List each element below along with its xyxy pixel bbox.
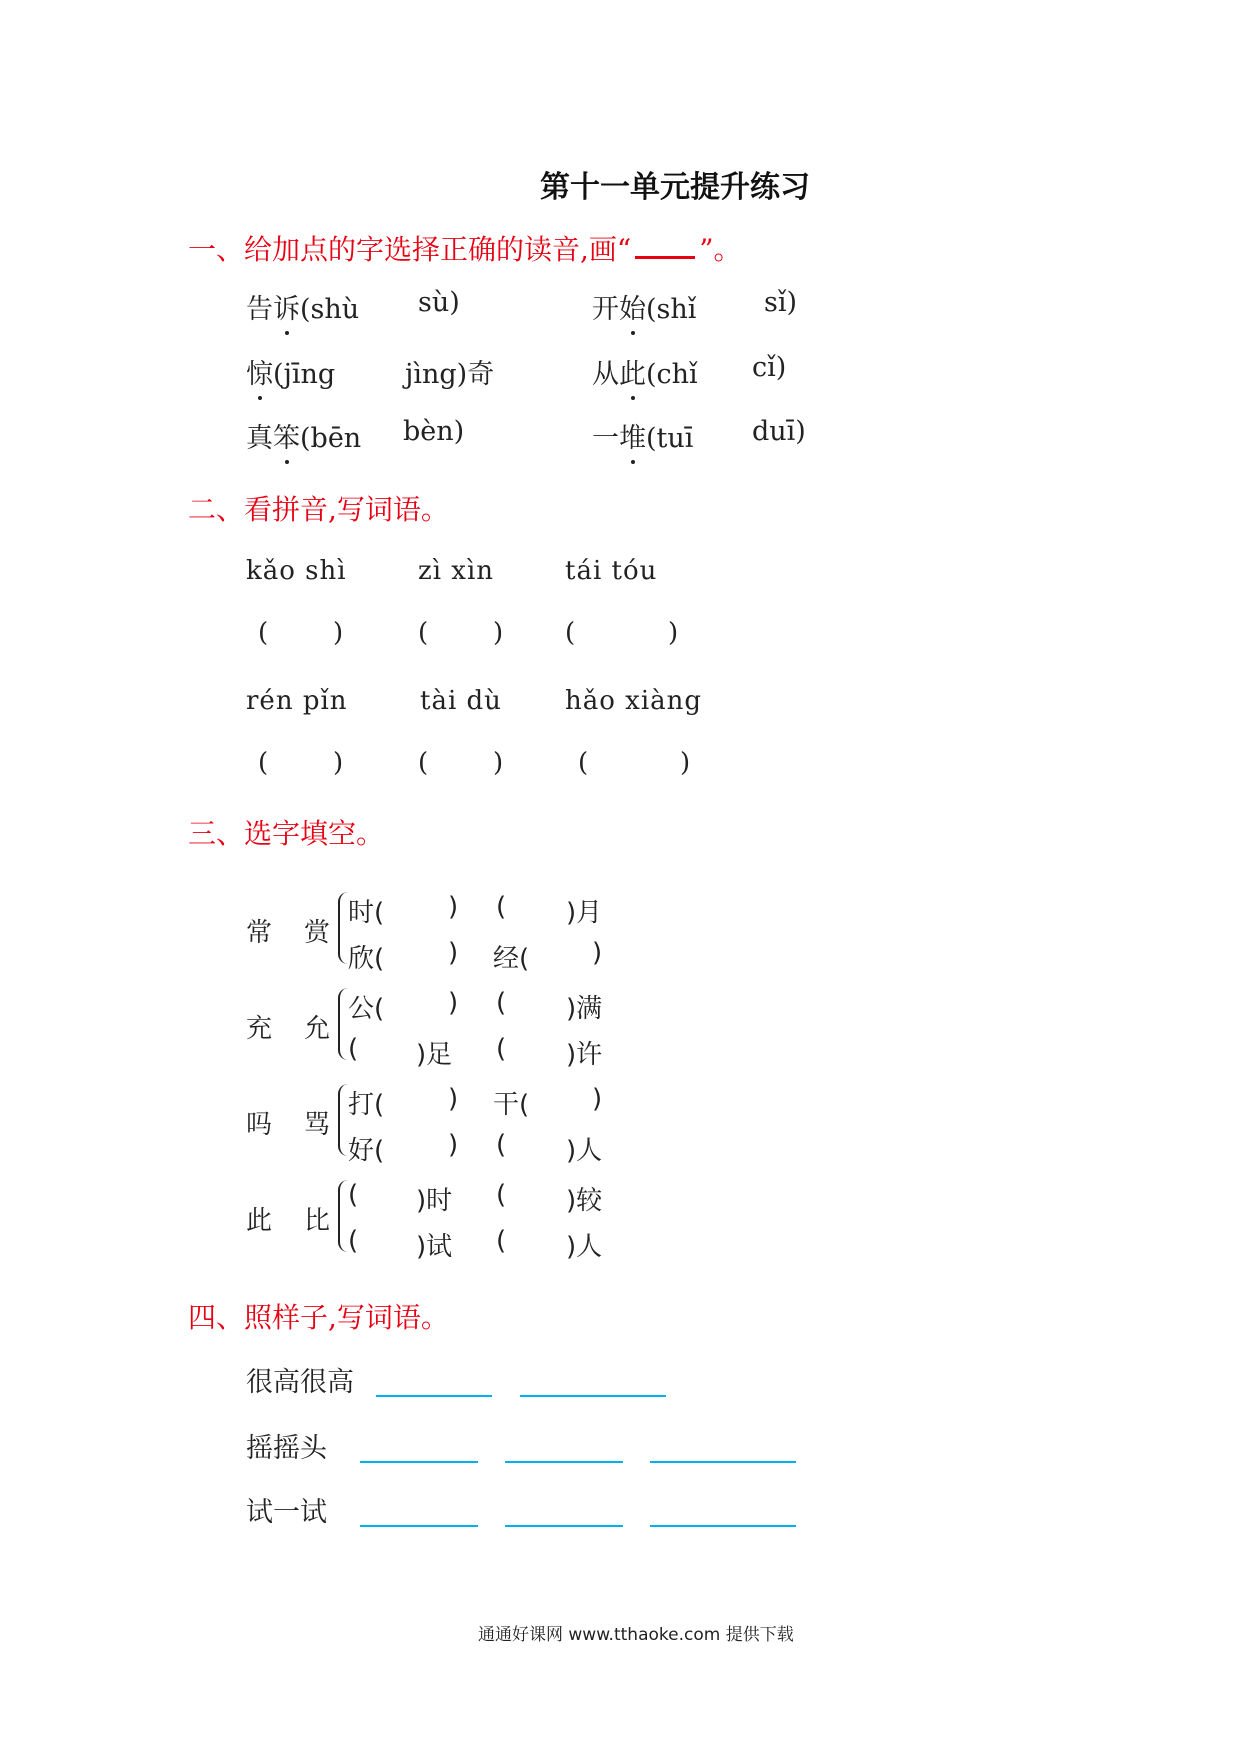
s1-item-4 <box>592 352 698 391</box>
s1-item-2-opt2: sǐ) <box>764 287 798 318</box>
fill-cell: 经( <box>493 944 530 974</box>
answer-line[interactable] <box>520 1395 666 1397</box>
answer-paren-open: ( <box>258 748 269 778</box>
s1-dotted-char: 堆 <box>619 416 646 455</box>
fill-cell: )满 <box>566 994 603 1024</box>
answer-line[interactable] <box>505 1525 623 1527</box>
fill-cell: ) <box>592 938 603 968</box>
example-word: 试一试 <box>246 1497 327 1528</box>
pinyin: hǎo xiàng <box>565 686 703 716</box>
s1-item-3 <box>246 352 335 391</box>
answer-paren-close: ) <box>333 748 344 778</box>
answer-paren-close: ) <box>668 618 679 648</box>
page-title: 第十一单元提升练习 <box>540 170 810 205</box>
choice-char: 允 <box>304 1014 331 1044</box>
fill-cell: )人 <box>566 1232 603 1262</box>
choice-char: 比 <box>304 1206 331 1236</box>
fill-cell: ) <box>592 1084 603 1114</box>
fill-cell: ( <box>496 1034 507 1064</box>
section2-heading: 二、看拼音,写词语。 <box>188 493 449 526</box>
answer-paren-close: ) <box>680 748 691 778</box>
s1-char: 一 <box>592 423 619 454</box>
s1-item-5 <box>246 416 361 455</box>
s1-item-6-opt2: duī) <box>752 416 806 447</box>
fill-cell: ( <box>496 892 507 922</box>
s1-option-1: (chǐ <box>646 359 698 390</box>
s1-char: 开 <box>592 294 619 325</box>
s1-item-2 <box>592 287 696 326</box>
answer-line[interactable] <box>505 1461 623 1463</box>
fill-cell: 打( <box>348 1090 385 1120</box>
answer-paren-open: ( <box>565 618 576 648</box>
fill-cell: )时 <box>416 1186 453 1216</box>
answer-line[interactable] <box>650 1461 796 1463</box>
s1-dotted-char: 此 <box>619 352 646 391</box>
s1-item-1 <box>246 287 359 326</box>
s1-item-1-opt2: sù) <box>418 287 460 318</box>
fill-cell: )许 <box>566 1040 603 1070</box>
section1-heading <box>188 228 742 268</box>
s1-option-1: (shù <box>300 294 360 325</box>
example-word: 很高很高 <box>246 1367 354 1398</box>
s1-item-3-opt2: jìng)奇 <box>405 359 495 390</box>
section1-heading-text-b: ”。 <box>699 233 742 266</box>
answer-paren-close: ) <box>493 748 504 778</box>
s1-char: 告 <box>246 294 273 325</box>
s1-item-4-opt2: cǐ) <box>752 352 787 383</box>
fill-cell: 公( <box>348 994 385 1024</box>
s1-item-5-opt2: bèn) <box>403 416 465 447</box>
fill-cell: ( <box>496 1180 507 1210</box>
s1-char: 真 <box>246 423 273 454</box>
answer-paren-open: ( <box>578 748 589 778</box>
fill-cell: 时( <box>348 898 385 928</box>
s1-dotted-char: 诉 <box>273 287 300 326</box>
pinyin: tái tóu <box>565 556 658 586</box>
choice-char: 常 <box>246 918 273 948</box>
answer-paren-open: ( <box>418 748 429 778</box>
pinyin: rén pǐn <box>246 686 348 716</box>
pinyin: zì xìn <box>418 556 495 586</box>
s1-dotted-char: 笨 <box>273 416 300 455</box>
fill-cell: ( <box>348 1034 359 1064</box>
s1-item-6 <box>592 416 693 455</box>
section4-heading: 四、照样子,写词语。 <box>188 1301 449 1334</box>
fill-cell: )月 <box>566 898 603 928</box>
s1-option-1: (tuī <box>646 423 694 454</box>
choice-char: 赏 <box>304 918 331 948</box>
fill-cell: ) <box>448 938 459 968</box>
choice-char: 骂 <box>304 1110 331 1140</box>
fill-cell: ) <box>448 988 459 1018</box>
pinyin: kǎo shì <box>246 556 347 586</box>
example-word: 摇摇头 <box>246 1433 327 1464</box>
fill-cell: ) <box>448 892 459 922</box>
s1-dotted-char: 惊 <box>246 352 273 391</box>
s1-dotted-char: 始 <box>619 287 646 326</box>
fill-cell: ) <box>448 1084 459 1114</box>
fill-cell: ( <box>496 1130 507 1160</box>
fill-cell: )足 <box>416 1040 453 1070</box>
answer-paren-close: ) <box>333 618 344 648</box>
fill-cell: )较 <box>566 1186 603 1216</box>
answer-paren-open: ( <box>418 618 429 648</box>
fill-cell: ( <box>496 988 507 1018</box>
s1-char: 从 <box>592 359 619 390</box>
section1-heading-text-a: 一、给加点的字选择正确的读音,画“ <box>188 233 632 266</box>
answer-line[interactable] <box>376 1395 492 1397</box>
underline-sample <box>635 256 695 259</box>
choice-char: 充 <box>246 1014 273 1044</box>
fill-cell: )人 <box>566 1136 603 1166</box>
answer-line[interactable] <box>650 1525 796 1527</box>
answer-line[interactable] <box>360 1461 478 1463</box>
answer-paren-close: ) <box>493 618 504 648</box>
s1-option-1: (jīng <box>273 359 336 390</box>
s1-option-1: (shǐ <box>646 294 697 325</box>
fill-cell: ) <box>448 1130 459 1160</box>
answer-line[interactable] <box>360 1525 478 1527</box>
choice-char: 吗 <box>246 1110 273 1140</box>
answer-paren-open: ( <box>258 618 269 648</box>
fill-cell: )试 <box>416 1232 453 1262</box>
fill-cell: 好( <box>348 1136 385 1166</box>
fill-cell: 欣( <box>348 944 385 974</box>
s1-option-1: (bēn <box>300 423 362 454</box>
footer-credit: 通通好课网 www.tthaoke.com 提供下载 <box>478 1625 794 1645</box>
choice-char: 此 <box>246 1206 273 1236</box>
pinyin: tài dù <box>420 686 502 716</box>
fill-cell: ( <box>496 1226 507 1256</box>
fill-cell: ( <box>348 1226 359 1256</box>
fill-cell: ( <box>348 1180 359 1210</box>
fill-cell: 干( <box>493 1090 530 1120</box>
section3-heading: 三、选字填空。 <box>188 817 385 850</box>
